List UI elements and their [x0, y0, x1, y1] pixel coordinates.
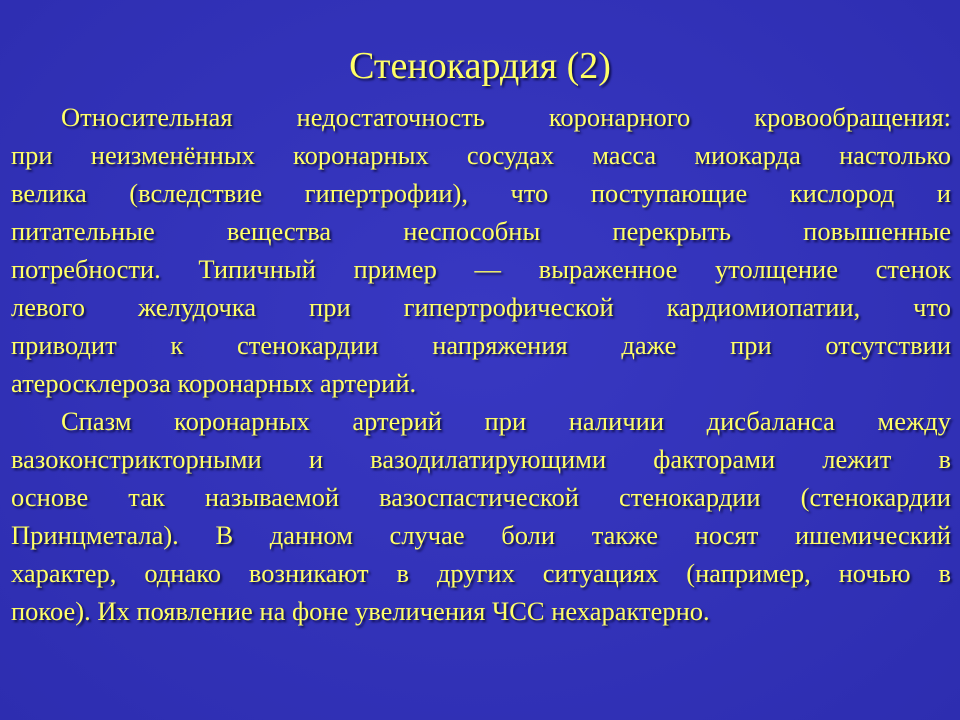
- text-line: Относительная недостаточность коронарного кровообращения:: [61, 102, 951, 132]
- text-line: приводит к стенокардии напряжения даже при отсутствии: [11, 330, 951, 360]
- text-line: покое). Их появление на фоне увеличения ЧСС нехарактерно.: [11, 596, 710, 626]
- text-line: велика (вследствие гипертрофии), что поступающие кислород и: [11, 178, 951, 208]
- text-line: Принцметала). В данном случае боли также носят ишемический: [11, 520, 951, 550]
- text-line: потребности. Типичный пример — выраженное утолщение стенок: [11, 254, 951, 284]
- paragraph-1: [11, 98, 951, 402]
- slide-title: Стенокардия (2): [349, 45, 611, 87]
- text-line: питательные вещества неспособны перекрыть повышенные: [11, 216, 951, 246]
- text-line: основе так называемой вазоспастической стенокардии (стенокардии: [11, 482, 951, 512]
- text-line: вазоконстрикторными и вазодилатирующими факторами лежит в: [11, 444, 951, 474]
- text-line: характер, однако возникают в других ситуациях (например, ночью в: [11, 558, 951, 588]
- text-line: атеросклероза коронарных артерий.: [11, 368, 417, 398]
- text-line: при неизменённых коронарных сосудах масса миокарда настолько: [11, 140, 951, 170]
- text-line: левого желудочка при гипертрофической кардиомиопатии, что: [11, 292, 951, 322]
- paragraph-2: [11, 402, 951, 630]
- slide-body: [11, 98, 951, 630]
- text-line: Спазм коронарных артерий при наличии дисбаланса между: [61, 406, 951, 436]
